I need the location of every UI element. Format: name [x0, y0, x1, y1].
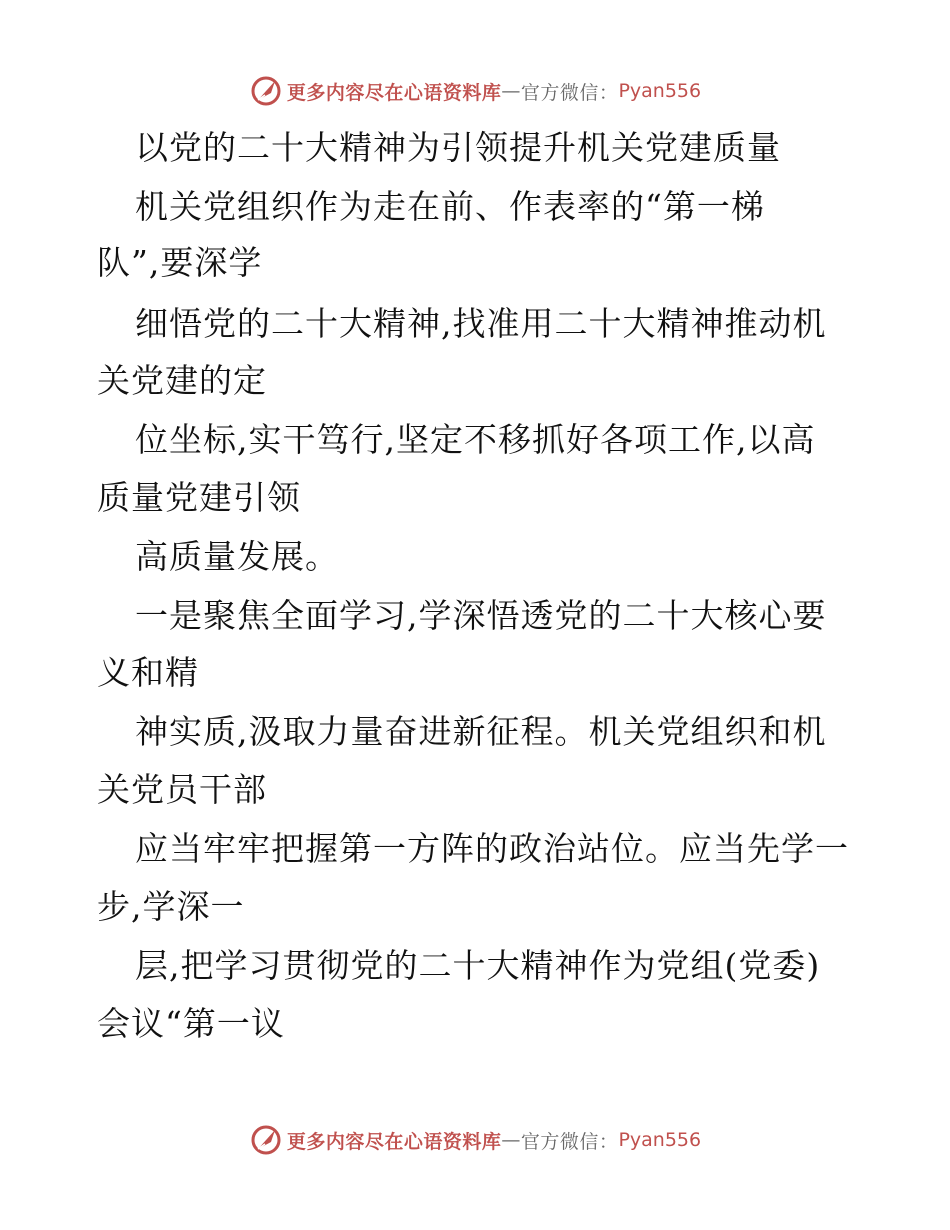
paragraph-line: 会议“第一议: [97, 1004, 285, 1043]
watermark-account: Pyan556: [618, 80, 702, 102]
paragraph-line: 关党员干部: [97, 770, 267, 809]
paragraph-line: 神实质,汲取力量奋进新征程。机关党组织和机: [135, 712, 827, 751]
document-title: 以党的二十大精神为引领提升机关党建质量: [135, 128, 781, 167]
paragraph-line: 关党建的定: [97, 361, 267, 400]
paragraph-line: 队”,要深学: [97, 243, 263, 282]
watermark-main-text: 更多内容尽在心语资料库: [286, 1130, 502, 1153]
paragraph-line: 质量党建引领: [97, 478, 301, 517]
paragraph-line: 位坐标,实干笃行,坚定不移抓好各项工作,以高: [135, 420, 816, 459]
paragraph-line: 高质量发展。: [135, 537, 339, 576]
watermark-dash: —: [501, 80, 521, 102]
paragraph-line: 义和精: [97, 653, 199, 692]
watermark-label: 官方微信：: [520, 81, 619, 104]
quill-logo-icon: [249, 1123, 283, 1157]
paragraph-line: 应当牢牢把握第一方阵的政治站位。应当先学一: [135, 829, 849, 868]
paragraph-line: 一是聚焦全面学习,学深悟透党的二十大核心要: [135, 596, 827, 635]
footer-watermark: [0, 1120, 950, 1160]
watermark-main-text: 更多内容尽在心语资料库: [286, 81, 502, 104]
watermark-label: 官方微信：: [520, 1130, 619, 1153]
paragraph-line: 步,学深一: [97, 887, 245, 926]
paragraph-line: 细悟党的二十大精神,找准用二十大精神推动机: [135, 304, 827, 343]
watermark-account: Pyan556: [618, 1129, 702, 1151]
paragraph-line: 机关党组织作为走在前、作表率的“第一梯: [135, 187, 765, 226]
watermark-dash: —: [501, 1129, 521, 1151]
paragraph-line: 层,把学习贯彻党的二十大精神作为党组(党委): [135, 946, 821, 985]
